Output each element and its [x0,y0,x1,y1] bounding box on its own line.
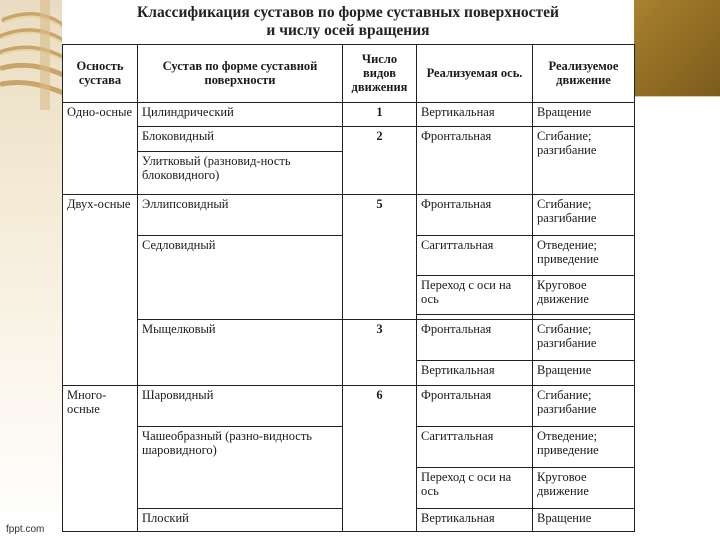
gold-accent-bar [634,0,720,96]
movement-cell: Сгибание; разгибание [533,127,635,195]
slide-title [62,4,634,40]
table-row [63,127,635,152]
movement-cell: Отведение; приведение [533,426,635,467]
joint-shape-cell: Эллипсовидный [138,195,343,236]
movement-cell: Сгибание; разгибание [533,385,635,426]
axis-cell: Вертикальная [417,509,533,532]
footer-brand: fppt.com [6,524,45,535]
movement-cell: Круговое движение [533,468,635,509]
joint-shape-cell: Плоский [138,509,343,532]
header-joint-shape: Сустав по форме суставной поверхности [138,45,343,103]
joint-classification-table [62,44,635,532]
movement-count-cell: 3 [343,319,417,385]
title-line-1: Классификация суставов по форме суставных поверхностей [137,4,559,21]
header-movement: Реализуемое движение [533,45,635,103]
accent-divider [634,96,720,97]
table-row [63,195,635,236]
header-movement-count: Число видов движения [343,45,417,103]
axis-cell: Фронтальная [417,127,533,195]
movement-count-cell: 2 [343,127,417,195]
movement-count-cell: 6 [343,385,417,531]
group-label-uniaxial: Одно-осные [63,102,138,195]
table-header-row [63,45,635,103]
joint-shape-cell: Блоковидный [138,127,343,152]
axis-cell: Сагиттальная [417,236,533,275]
axis-cell: Фронтальная [417,319,533,360]
movement-cell: Вращение [533,102,635,127]
joint-shape-cell: Чашеобразный (разно-видность шаровидного) [138,426,343,508]
axis-cell: Фронтальная [417,385,533,426]
axis-cell: Вертикальная [417,361,533,386]
group-label-multiaxial: Много-осные [63,385,138,531]
joint-shape-cell: Шаровидный [138,385,343,426]
joint-shape-cell: Мыщелковый [138,319,343,385]
table-row [63,102,635,127]
slide-content [62,0,634,534]
movement-cell: Отведение; приведение [533,236,635,275]
movement-count-cell: 5 [343,195,417,320]
axis-cell: Переход с оси на ось [417,468,533,509]
joint-shape-cell: Цилиндрический [138,102,343,127]
axis-cell: Переход с оси на ось [417,275,533,314]
axis-cell: Сагиттальная [417,426,533,467]
axis-cell: Вертикальная [417,102,533,127]
table-row [63,319,635,360]
header-axis: Реализуемая ось. [417,45,533,103]
movement-cell: Вращение [533,361,635,386]
title-line-2: и числу осей вращения [266,22,430,39]
movement-count-cell: 1 [343,102,417,127]
joint-shape-cell: Улитковый (разновид-ность блоковидного) [138,152,343,195]
axis-cell: Фронтальная [417,195,533,236]
joint-shape-cell: Седловидный [138,236,343,319]
movement-cell: Круговое движение [533,275,635,314]
movement-cell: Вращение [533,509,635,532]
movement-cell: Сгибание; разгибание [533,319,635,360]
group-label-biaxial: Двух-осные [63,195,138,385]
header-axis-count: Осность сустава [63,45,138,103]
table-row [63,385,635,426]
movement-cell: Сгибание; разгибание [533,195,635,236]
